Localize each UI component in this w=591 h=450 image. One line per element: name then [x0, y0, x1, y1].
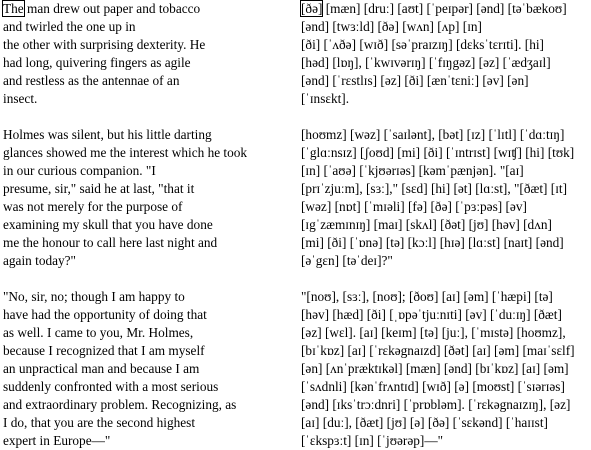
english-line: "No, sir, no; though I am happy to: [3, 289, 185, 304]
english-line: [3, 0, 295, 18]
english-line: and twirled the one up in: [3, 19, 136, 34]
ipa-line: [həd] [lɒŋ], [ˈkwɪvərɪŋ] [ˈfɪŋgəz] [əz] [ˈædʒaɪl]: [301, 55, 551, 70]
english-line: suddenly confronted with a most serious: [3, 379, 219, 394]
paragraph-gap: [301, 270, 589, 288]
english-line: in our curious companion. "I: [3, 163, 156, 178]
current-word-highlight[interactable]: The: [3, 1, 24, 16]
ipa-line: [həv] [hæd] [ði] [ˌɒpəˈtjuːnɪti] [əv] [ˈduːɪŋ] [ðæt]: [301, 307, 562, 322]
current-ipa-highlight[interactable]: [ðə]: [301, 1, 323, 16]
ipa-line: [mi] [ði] [ˈɒnə] [tə] [kɔːl] [hɪə] [lɑːst] [naɪt] [ənd]: [301, 235, 564, 250]
english-line-rest: man drew out paper and tobacco: [23, 1, 201, 16]
ipa-line: [ənd] [ˈrɛstlɪs] [əz] [ði] [ænˈtɛniː] [əv] [ən]: [301, 73, 529, 88]
english-paragraph-1: [3, 0, 295, 108]
english-line: me the honour to call here last night and: [3, 235, 218, 250]
paragraph-gap: [3, 108, 295, 126]
english-line: and extraordinary problem. Recognizing, as: [3, 397, 237, 412]
ipa-line: [ði] [ˈʌðə] [wɪð] [səˈpraɪzɪŋ] [dɛksˈtɛrɪti]. [hi]: [301, 37, 544, 52]
english-paragraph-3: [3, 288, 295, 450]
ipa-line: [ənd] [twɜːld] [ðə] [wʌn] [ʌp] [ɪn]: [301, 19, 482, 34]
english-line: an unpractical man and because I am: [3, 361, 200, 376]
english-line: again today?": [3, 253, 76, 268]
english-line: the other with surprising dexterity. He: [3, 37, 206, 52]
paragraph-gap: [301, 108, 589, 126]
ipa-line: [ˈsʌdnli] [kənˈfrʌntɪd] [wɪð] [ə] [moʊst] [ˈsɪərɪəs]: [301, 379, 565, 394]
english-line: because I recognized that I am myself: [3, 343, 205, 358]
ipa-line: [ˈglɑːnsɪz] [ʃoʊd] [mi] [ði] [ˈɪntrɪst] [wɪʧ] [hi] [tʊk]: [301, 145, 575, 160]
english-line: presume, sir," said he at last, "that it: [3, 181, 195, 196]
english-line: glances showed me the interest which he took: [3, 145, 248, 160]
english-line: as well. I came to you, Mr. Holmes,: [3, 325, 194, 340]
ipa-line: [ɪgˈzæmɪnɪŋ] [maɪ] [skʌl] [ðət] [jʊ] [həv] [dʌn]: [301, 217, 552, 232]
ipa-line: [əˈgɛn] [təˈdeɪ]?": [301, 253, 393, 268]
ipa-line: [hoʊmz] [wəz] [ˈsaɪlənt], [bət] [ɪz] [ˈlɪtl] [ˈdɑːtɪŋ]: [301, 127, 565, 142]
ipa-line: [aɪ] [duː], [ðæt] [jʊ] [ə] [ðə] [ˈsɛkənd] [ˈhaɪɪst]: [301, 415, 548, 430]
ipa-line: [prɪˈzjuːm], [sɜː]," [sɛd] [hi] [ət] [lɑːst], "[ðæt] [ɪt]: [301, 181, 568, 196]
english-line: insect.: [3, 91, 38, 106]
english-line: and restless as the antennae of an: [3, 73, 180, 88]
ipa-paragraph-1: [301, 0, 589, 108]
english-line: examining my skull that you have done: [3, 217, 213, 232]
ipa-line-rest: [mæn] [druː] [aʊt] [ˈpeɪpər] [ənd] [təˈbækoʊ]: [322, 1, 567, 16]
ipa-paragraph-3: [301, 288, 589, 450]
ipa-paragraph-2: [301, 126, 589, 270]
english-line: was not merely for the purpose of: [3, 199, 183, 214]
ipa-line: [əz] [wɛl]. [aɪ] [keɪm] [tə] [juː], [ˈmɪstə] [hoʊmz],: [301, 325, 566, 340]
english-line: had long, quivering fingers as agile: [3, 55, 191, 70]
english-line: expert in Europe—": [3, 433, 111, 448]
ipa-line: [ən] [ʌnˈpræktɪkəl] [mæn] [ənd] [bɪˈkɒz] [aɪ] [əm]: [301, 361, 569, 376]
ipa-line: [301, 0, 589, 18]
ipa-line: [wəz] [nɒt] [ˈmɪəli] [fə] [ðə] [ˈpɜːpəs] [əv]: [301, 199, 527, 214]
ipa-line: [ənd] [ɪksˈtrɔːdnri] [ˈprɒbləm]. [ˈrɛkəgnaɪzɪŋ], [əz]: [301, 397, 571, 412]
ipa-line: [ˈɪnsɛkt].: [301, 91, 350, 106]
english-line: Holmes was silent, but his little darting: [3, 127, 212, 142]
english-line: have had the opportunity of doing that: [3, 307, 207, 322]
english-paragraph-2: [3, 126, 295, 270]
ipa-line: [ˈɛkspɜːt] [ɪn] [ˈjʊərəp]—": [301, 433, 444, 448]
ipa-line: "[noʊ], [sɜː], [noʊ]; [ðoʊ] [aɪ] [əm] [ˈhæpi] [tə]: [301, 289, 553, 304]
ipa-transcription-column: [301, 0, 589, 450]
ipa-line: [ɪn] [ˈaʊə] [ˈkjʊərɪəs] [kəmˈpænjən]. "[aɪ]: [301, 163, 524, 178]
english-line: I do, that you are the second highest: [3, 415, 196, 430]
english-text-column: [3, 0, 295, 450]
ipa-line: [bɪˈkɒz] [aɪ] [ˈrɛkəgnaɪzd] [ðət] [aɪ] [əm] [maɪˈsɛlf]: [301, 343, 575, 358]
paragraph-gap: [3, 270, 295, 288]
